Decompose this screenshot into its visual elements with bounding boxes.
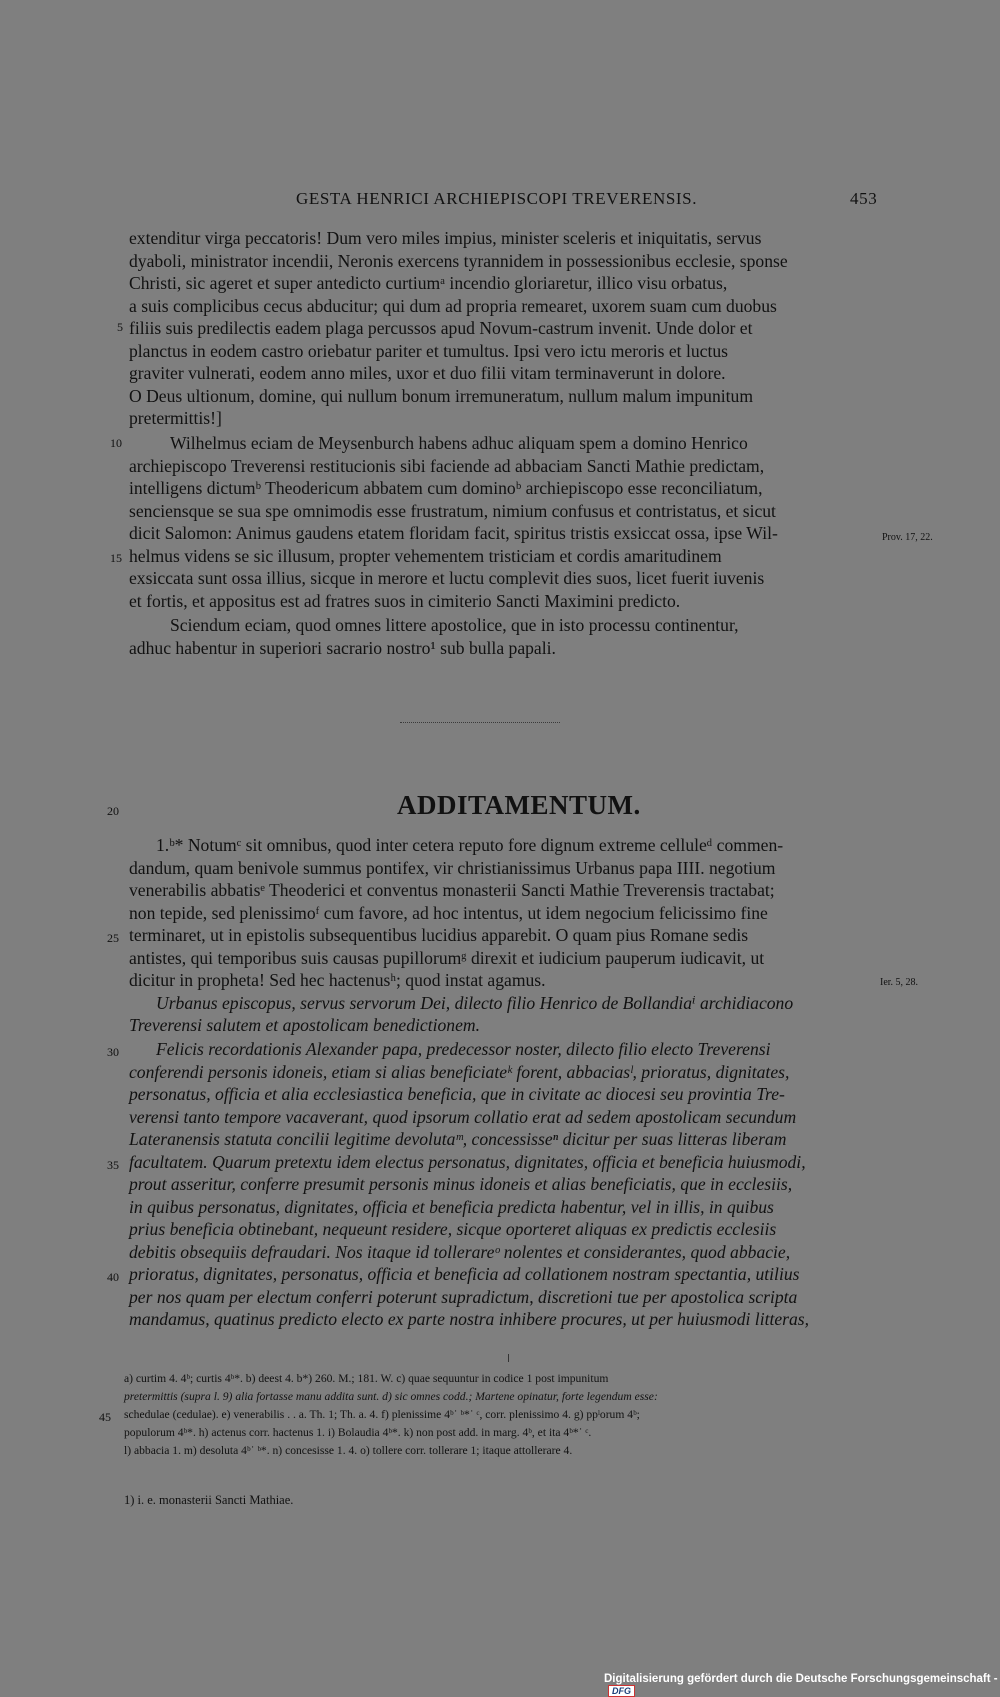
text-line: Felicis recordationis Alexander papa, predecessor noster, dilecto filio electo Treverensi xyxy=(156,1039,771,1059)
text-line: dicit Salomon: Animus gaudens etatem floridam facit, spiritus tristis exsiccat ossa, ipse Wil- xyxy=(129,523,778,543)
margin-note: Prov. 17, 22. xyxy=(882,532,933,543)
text-line: a suis complicibus cecus abducitur; qui dum ad propria remearet, uxorem suam cum duobus xyxy=(129,295,777,316)
text-line: adhuc habentur in superiori sacrario nostro¹ sub bulla papali. xyxy=(129,637,556,658)
text-line: prius beneficia obtinebant, nequeunt residere, sicque oporteret aliquas ex predictis ecclesiis xyxy=(129,1219,777,1239)
text-line: 1.ᵇ* Notumᶜ sit omnibus, quod inter cetera reputo fore dignum extreme celluleᵈ commen- xyxy=(156,835,784,855)
line-number: 35 xyxy=(107,1158,119,1172)
text-line: conferendi personis idoneis, etiam si alias beneficiateᵏ forent, abbaciasˡ, prioratus, dignitates, xyxy=(129,1061,790,1082)
text-line: Urbanus episcopus, servus servorum Dei, dilecto filio Henrico de Bollandiaⁱ archidiacono xyxy=(156,992,794,1013)
text-line: filiis suis predilectis eadem plaga percussos apud Novum-castrum invenit. Unde dolor et xyxy=(129,318,753,338)
section-title: ADDITAMENTUM. xyxy=(397,790,641,820)
footnote-line: a) curtim 4. 4ᵇ; curtis 4ᵇ*. b) deest 4. b*) 260. M.; 181. W. c) quae sequuntur in codice 1 post impunitum xyxy=(124,1372,609,1385)
text-line: helmus videns se sic illusum, propter vehementem tristiciam et cordis amaritudinem xyxy=(129,545,722,566)
line-number: 20 xyxy=(107,804,119,818)
text-line: mandamus, quatinus predicto electo ex parte nostra inhibere procures, ut per huiusmodi litteras, xyxy=(129,1309,810,1329)
line-number: 5 xyxy=(117,320,123,334)
text-line: graviter vulnerati, eodem anno miles, uxor et duo filii vitam terminaverunt in dolore. xyxy=(129,363,726,383)
text-line: Sciendum eciam, quod omnes littere apostolice, que in isto processu continentur, xyxy=(170,615,739,635)
footnote-line: l) abbacia 1. m) desoluta 4ᵇ˙ ᵇ*. n) concesisse 1. 4. o) tollere corr. tollerare 1; itaque attollerare 4. xyxy=(124,1444,573,1457)
source-footnote: 1) i. e. monasterii Sancti Mathiae. xyxy=(124,1493,294,1507)
separator-dots xyxy=(400,722,560,725)
text-line: verensi tanto tempore vacaverant, quod ipsorum collatio erat ad sedem apostolicam secundum xyxy=(129,1106,797,1127)
text-line: dyaboli, ministrator incendii, Neronis exercens tyrannidem in possessionibus ecclesie, sponse xyxy=(129,250,788,271)
text-line: terminaret, ut in epistolis subsequentibus lucidius apparebit. O quam pius Romane sedis xyxy=(129,925,749,945)
footnote-line: schedulae (cedulae). e) venerabilis . . a. Th. 1; Th. a. 4. f) plenissime 4ᵇ˙ ᵇ*˙ ᶜ, corr. plenissimo 4. g) ppˡorum 4ᵇ; xyxy=(124,1408,640,1421)
text-line: personatus, officia et alia ecclesiastica beneficia, que in civitate ac diocesi seu provintia Tre- xyxy=(129,1084,785,1104)
text-line: dandum, quam benivole summus pontifex, vir christianissimus Urbanus papa IIII. negotium xyxy=(129,857,776,878)
text-line: prioratus, dignitates, personatus, officia et beneficia ad collationem nostram spectantia, utilius xyxy=(129,1264,800,1284)
text-line: debitis obsequiis defraudari. Nos itaque id tollerareᵒ nolentes et considerantes, quod abbacie, xyxy=(129,1241,791,1262)
line-number: 10 xyxy=(110,436,122,450)
margin-note: Ier. 5, 28. xyxy=(880,977,919,988)
text-line: prout asseritur, conferre presumit personis minus idoneis et alias beneficiatis, que in ecclesiis, xyxy=(129,1174,793,1194)
text-line: intelligens dictumᵇ Theodericum abbatem cum dominoᵇ archiepiscopo esse reconciliatum, xyxy=(129,478,763,498)
line-number: 30 xyxy=(107,1045,119,1059)
running-title: GESTA HENRICI ARCHIEPISCOPI TREVERENSIS. xyxy=(296,189,698,208)
footnote-tick xyxy=(508,1354,509,1362)
text-line: Lateranensis statuta concilii legitime devolutaᵐ, concessisseⁿ dicitur per suas litteras liberam xyxy=(129,1129,787,1149)
footnote-line: pretermittis (supra l. 9) alia fortasse manu addita sunt. d) sic omnes codd.; Martene opinatur, forte legendum esse: xyxy=(124,1390,658,1403)
text-line: archiepiscopo Treverensi restitucionis sibi faciende ad abbaciam Sancti Mathie predictam, xyxy=(129,455,765,476)
footnote-line: populorum 4ᵇ*. h) actenus corr. hactenus 1. i) Bolaudia 4ᵇ*. k) non post add. in marg. 4ᵇ, et ita 4ᵇ*˙ ᶜ. xyxy=(124,1426,592,1439)
line-number: 40 xyxy=(107,1270,119,1284)
text-line: senciensque se sua spe omnimodis esse frustratum, nimium confusus et contristatus, et sicut xyxy=(129,500,776,521)
dfg-logo-icon: DFG xyxy=(608,1685,635,1697)
text-line: dicitur in propheta! Sed hec hactenusʰ; quod instat agamus. xyxy=(129,970,546,990)
text-line: in quibus personatus, dignitates, officia et beneficia predicta habentur, vel in illis, in quibus xyxy=(129,1196,774,1217)
text-line: per nos quam per electum conferri poterunt supradictum, discretioni tue per apostolica scripta xyxy=(129,1286,798,1307)
text-line: Wilhelmus eciam de Meysenburch habens adhuc aliquam spem a domino Henrico xyxy=(170,433,748,453)
text-line: Christi, sic ageret et super antedicto curtiumᵃ incendio gloriaretur, illico visu orbatus, xyxy=(129,273,728,293)
line-number: 15 xyxy=(110,551,122,565)
text-line: extenditur virga peccatoris! Dum vero miles impius, minister sceleris et iniquitatis, servus xyxy=(129,228,762,248)
text-line: Treverensi salutem et apostolicam benedictionem. xyxy=(129,1015,480,1035)
line-number: 45 xyxy=(99,1410,111,1424)
digitization-credit xyxy=(604,1673,1000,1697)
line-number: 25 xyxy=(107,931,119,945)
page-number: 453 xyxy=(850,189,878,208)
credit-text: Digitalisierung gefördert durch die Deutsche Forschungsgemeinschaft - xyxy=(604,1673,998,1685)
text-line: non tepide, sed plenissimoᶠ cum favore, ad hoc intentus, ut idem negocium felicissimo fine xyxy=(129,902,768,923)
text-line: et fortis, et appositus est ad fratres suos in cimiterio Sancti Maximini predicto. xyxy=(129,590,681,611)
text-line: O Deus ultionum, domine, qui nullum bonum irremuneratum, nullum malum impunitum xyxy=(129,385,754,406)
text-line: exsiccata sunt ossa illius, sicque in merore et luctu complevit dies suos, licet fuerit iuvenis xyxy=(129,568,765,588)
text-line: facultatem. Quarum pretextu idem electus personatus, dignitates, officia et beneficia huiusmodi, xyxy=(129,1151,806,1172)
text-line: pretermittis!] xyxy=(129,408,222,428)
text-line: antistes, qui temporibus suis causas pupillorumᵍ direxit et iudicium pauperum iudicavit, ut xyxy=(129,947,765,968)
text-line: planctus in eodem castro oriebatur pariter et tumultus. Ipsi vero ictu meroris et luctus xyxy=(129,340,728,361)
text-line: venerabilis abbatisᵉ Theoderici et conventus monasterii Sancti Mathie Treverensis tractabat; xyxy=(129,880,775,900)
